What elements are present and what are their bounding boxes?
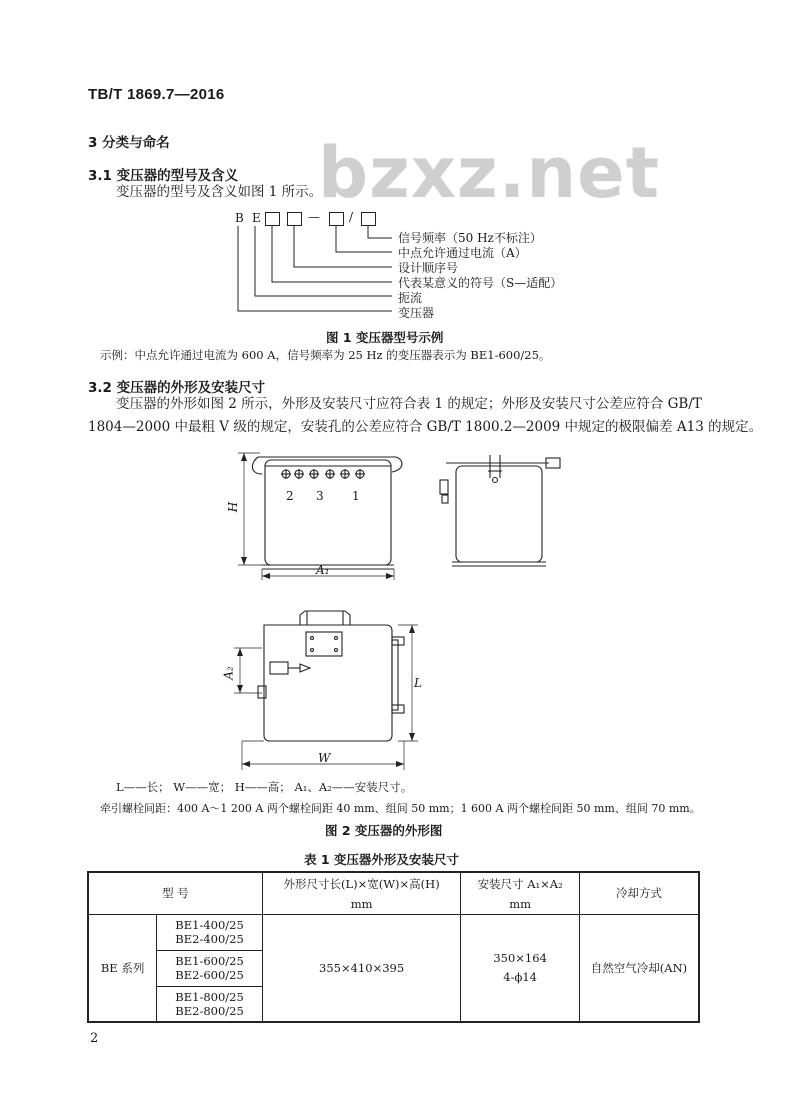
terminal-label-3: 3 <box>316 489 324 503</box>
dim-label-a1: A₁ <box>316 563 330 577</box>
model-name: BE2-600/25 <box>175 968 244 982</box>
model-name: BE2-400/25 <box>175 932 244 946</box>
dim-label-h: H <box>226 501 241 513</box>
code-slash: / <box>349 210 354 224</box>
top-view <box>234 611 418 770</box>
model-name: BE1-400/25 <box>175 918 244 932</box>
model-cell <box>157 986 263 1022</box>
section-3-1-heading: 3.1 变压器的型号及含义 <box>88 168 239 184</box>
table-1-caption: 表 1 变压器外形及安装尺寸 <box>304 852 459 867</box>
mount-value-cell <box>461 914 580 1022</box>
legend-current: 中点允许通过电流（A） <box>398 246 527 260</box>
model-cell <box>157 950 263 986</box>
section-3-heading: 3 分类与命名 <box>88 135 170 151</box>
dim-label-l: L <box>414 676 422 690</box>
terminal-label-1: 1 <box>352 489 360 503</box>
figure-2-caption: 图 2 变压器的外形图 <box>325 823 443 838</box>
figure-1-example: 示例：中点允许通过电流为 600 A，信号频率为 25 Hz 的变压器表示为 BE1-600/25。 <box>100 348 551 362</box>
model-cell <box>157 914 263 950</box>
legend-transformer: 变压器 <box>398 306 435 320</box>
dim-label-a2: A₂ <box>221 666 236 680</box>
figure-1-caption: 图 1 变压器型号示例 <box>326 330 444 345</box>
section-3-2-para-line2: 1804—2000 中最粗 V 级的规定，安装孔的公差应符合 GB/T 1800.2—2009 中规定的极限偏差 A13 的规定。 <box>88 419 763 435</box>
figure-2-legend: L——长； W——宽； H——高； A₁、A₂——安装尺寸。 <box>116 780 413 794</box>
header-dims-label: 外形尺寸长(L)×宽(W)×高(H) <box>283 876 440 891</box>
model-name: BE1-600/25 <box>175 954 244 968</box>
header-mount-label: 安装尺寸 A₁×A₂ <box>477 876 563 891</box>
legend-choke: 扼流 <box>398 291 423 305</box>
code-letter-e: E <box>252 211 261 225</box>
table-header-row <box>88 872 699 914</box>
table-1 <box>87 871 700 1023</box>
section-3-2-heading: 3.2 变压器的外形及安装尺寸 <box>88 380 266 396</box>
table-row <box>88 914 699 950</box>
header-dims-unit: mm <box>350 896 373 911</box>
mount-value-2: 4-ϕ14 <box>503 970 537 985</box>
dim-label-w: W <box>318 751 331 765</box>
figure-2-note: 牵引螺栓间距：400 A～1 200 A 两个螺栓间距 40 mm、组间 50 mm；1 600 A 两个螺栓间距 50 mm、组间 70 mm。 <box>100 802 701 815</box>
header-cooling: 冷却方式 <box>579 872 699 914</box>
mount-value-1: 350×164 <box>493 951 547 966</box>
header-mount-unit: mm <box>509 896 532 911</box>
model-name: BE2-800/25 <box>175 1003 244 1018</box>
side-view <box>440 455 560 566</box>
document-id: TB/T 1869.7—2016 <box>88 86 225 103</box>
legend-frequency: 信号频率（50 Hz不标注） <box>398 231 542 245</box>
dims-value-cell: 355×410×395 <box>262 914 460 1022</box>
code-letter-b: B <box>235 211 244 225</box>
series-cell: BE 系列 <box>88 914 157 1022</box>
header-dims <box>262 872 460 914</box>
legend-design-seq: 设计顺序号 <box>398 261 459 275</box>
model-name: BE1-800/25 <box>175 989 244 1004</box>
code-dash: — <box>308 210 320 224</box>
terminal-label-2: 2 <box>286 489 294 503</box>
section-3-2-para-line1: 变压器的外形如图 2 所示，外形及安装尺寸应符合表 1 的规定；外形及安装尺寸公差应符合 GB/T <box>116 396 702 412</box>
watermark: bzxz.net <box>318 132 661 214</box>
front-view <box>238 453 402 580</box>
cooling-value-cell: 自然空气冷却(AN) <box>579 914 699 1022</box>
header-model: 型 号 <box>88 872 262 914</box>
header-mount <box>461 872 580 914</box>
page-number: 2 <box>90 1031 99 1046</box>
section-3-1-intro: 变压器的型号及含义如图 1 所示。 <box>116 184 323 200</box>
legend-symbol: 代表某意义的符号（S—适配） <box>398 276 563 290</box>
